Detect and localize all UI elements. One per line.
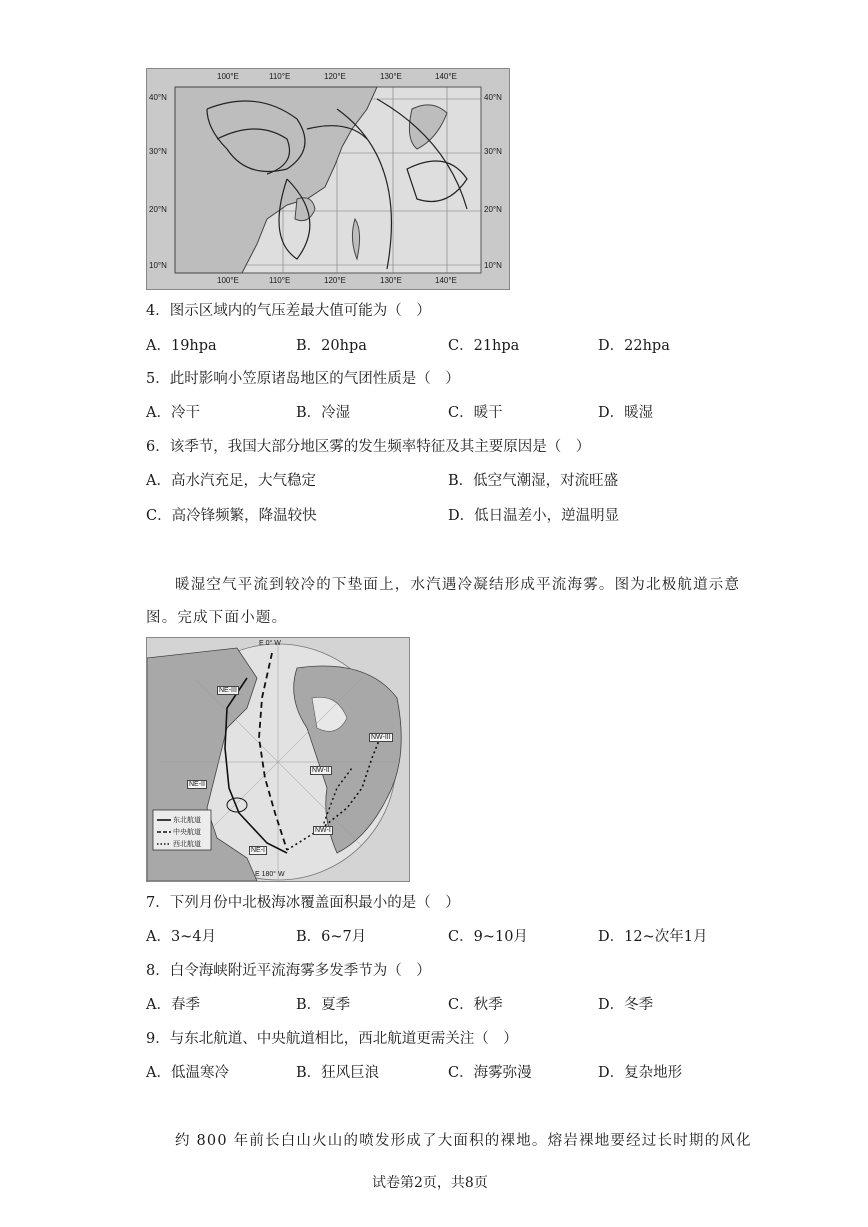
route-label-ne3: NE-III: [219, 687, 237, 694]
question-8-stem: 8．白令海峡附近平流海雾多发季节为（ ）: [146, 963, 431, 979]
question-8-option-c: C．秋季: [448, 997, 503, 1013]
lat-label-left-4: 10°N: [149, 261, 167, 270]
route-label-ne2: NE-II: [189, 781, 205, 788]
route-label-nw1: NW-I: [315, 827, 331, 834]
map2-top-label: E 0° W: [259, 640, 281, 647]
lat-label-right-2: 30°N: [484, 147, 502, 156]
passage-2-line-1: 约 800 年前长白山火山的喷发形成了大面积的裸地。熔岩裸地要经过长时期的风化: [175, 1133, 752, 1149]
question-4-stem: 4．图示区域内的气压差最大值可能为（ ）: [146, 303, 431, 319]
lon-label-bottom-4: 130°E: [380, 276, 402, 285]
question-9-stem: 9．与东北航道、中央航道相比，西北航道更需关注（ ）: [146, 1031, 518, 1047]
page-footer: 试卷第2页，共8页: [372, 1175, 488, 1191]
lon-label-top-5: 140°E: [435, 72, 457, 81]
route-label-nw2: NW-II: [312, 767, 330, 774]
question-7-option-d: D．12~次年1月: [598, 929, 708, 945]
lon-label-top-4: 130°E: [380, 72, 402, 81]
question-4-option-a: A．19hpa: [146, 338, 217, 354]
question-5-option-c: C．暖干: [448, 405, 503, 421]
question-8-option-d: D．冬季: [598, 997, 654, 1013]
question-7-option-a: A．3~4月: [146, 929, 217, 945]
legend-central-route: 中央航道: [173, 828, 201, 836]
question-4-option-d: D．22hpa: [598, 338, 670, 354]
lat-label-right-3: 20°N: [484, 205, 502, 214]
lat-label-right-4: 10°N: [484, 261, 502, 270]
lat-label-right-1: 40°N: [484, 93, 502, 102]
lon-label-top-1: 100°E: [217, 72, 239, 81]
route-label-nw3: NW-III: [371, 734, 391, 741]
question-6-stem: 6．该季节，我国大部分地区雾的发生频率特征及其主要原因是（ ）: [146, 439, 591, 455]
lon-label-bottom-1: 100°E: [217, 276, 239, 285]
question-4-option-b: B．20hpa: [296, 338, 367, 354]
lon-label-bottom-2: 110°E: [269, 276, 291, 285]
question-9-option-a: A．低温寒冷: [146, 1065, 229, 1081]
question-5-option-a: A．冷干: [146, 405, 200, 421]
arctic-routes-map: [146, 637, 410, 882]
legend-northeast-route: 东北航道: [173, 816, 201, 824]
passage-1-line-2: 图。完成下面小题。: [146, 610, 288, 626]
question-6-option-d: D．低日温差小，逆温明显: [448, 508, 620, 524]
question-9-option-d: D．复杂地形: [598, 1065, 683, 1081]
question-6-option-c: C．高冷锋频繁，降温较快: [146, 508, 317, 524]
question-6-option-b: B．低空气潮湿，对流旺盛: [448, 473, 619, 489]
question-8-option-b: B．夏季: [296, 997, 351, 1013]
lon-label-bottom-3: 120°E: [324, 276, 346, 285]
route-label-ne1: NE-I: [251, 847, 265, 854]
lat-label-left-3: 20°N: [149, 205, 167, 214]
pressure-map: [146, 68, 510, 290]
lon-label-bottom-5: 140°E: [435, 276, 457, 285]
question-9-option-b: B．狂风巨浪: [296, 1065, 380, 1081]
lat-label-left-2: 30°N: [149, 147, 167, 156]
question-5-option-d: D．暖湿: [598, 405, 654, 421]
question-4-option-c: C．21hpa: [448, 338, 520, 354]
lon-label-top-3: 120°E: [324, 72, 346, 81]
lon-label-top-2: 110°E: [269, 72, 291, 81]
lat-label-left-1: 40°N: [149, 93, 167, 102]
question-7-stem: 7．下列月份中北极海冰覆盖面积最小的是（ ）: [146, 895, 460, 911]
question-9-option-c: C．海雾弥漫: [448, 1065, 532, 1081]
legend-northwest-route: 西北航道: [173, 840, 201, 848]
question-5-option-b: B．冷湿: [296, 405, 351, 421]
question-7-option-b: B．6~7月: [296, 929, 367, 945]
passage-1-line-1: 暖湿空气平流到较冷的下垫面上，水汽遇冷凝结形成平流海雾。图为北极航道示意: [175, 577, 741, 593]
question-5-stem: 5．此时影响小笠原诸岛地区的气团性质是（ ）: [146, 371, 460, 387]
question-6-option-a: A．高水汽充足，大气稳定: [146, 473, 316, 489]
question-8-option-a: A．春季: [146, 997, 200, 1013]
pressure-map-graphic: [147, 69, 509, 289]
question-7-option-c: C．9~10月: [448, 929, 528, 945]
map2-bottom-label: E 180° W: [255, 871, 285, 878]
